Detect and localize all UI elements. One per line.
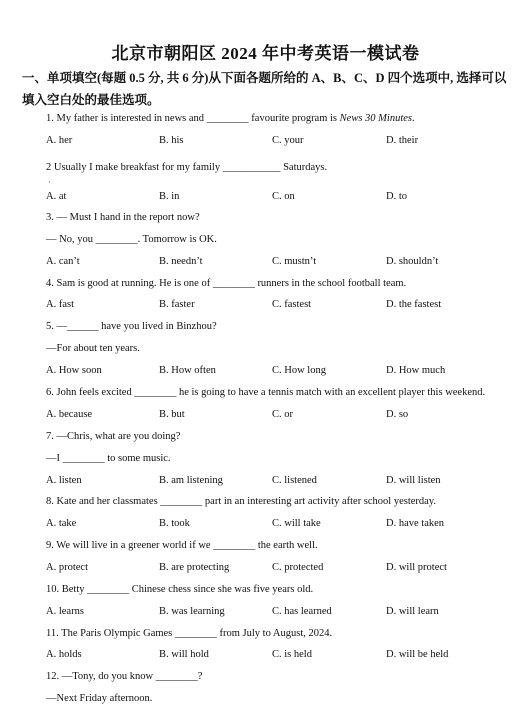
option-a: A. fast [46, 299, 74, 310]
option-c: C. mustn’t [272, 256, 317, 267]
option-d: D. will protect [386, 562, 447, 573]
section-heading: 一、单项填空(每题 0.5 分, 共 6 分)从下面各题所给的 A、B、C、D 四个选项中, 选择可以填入空白处的最佳选项。 [22, 71, 507, 107]
option-d: D. will learn [386, 606, 439, 617]
option-c: C. or [272, 409, 293, 420]
option-c: C. How long [272, 365, 326, 376]
question-stem: 3. — Must I hand in the report now? [46, 212, 200, 223]
option-c: C. protected [272, 562, 324, 573]
question-stem: 6. John feels excited ________ he is going to have a tennis match with an excellent player this weekend. [46, 387, 486, 398]
option-a: A. protect [46, 562, 88, 573]
option-b: B. needn’t [159, 256, 203, 267]
option-d: D. the fastest [386, 299, 442, 310]
option-d: D. to [386, 191, 407, 202]
page-title: 北京市朝阳区 2024 年中考英语一模试卷 [111, 44, 420, 63]
option-a: A. listen [46, 475, 82, 486]
option-c: C. on [272, 191, 295, 202]
option-b: B. faster [159, 299, 195, 310]
option-c: C. has learned [272, 606, 332, 617]
option-b: B. took [159, 518, 190, 529]
question-stem: 11. The Paris Olympic Games ________ from July to August, 2024. [46, 628, 333, 639]
option-c: C. is held [272, 649, 312, 660]
option-b: B. but [159, 409, 185, 420]
option-a: A. at [46, 191, 67, 202]
option-d: D. their [386, 135, 419, 146]
question-stem: 1. My father is interested in news and ________ favourite program is News 30 Minutes. [46, 113, 415, 124]
option-c: C. will take [272, 518, 321, 529]
stray-dot: · [48, 178, 51, 187]
option-b: B. will hold [159, 649, 209, 660]
option-c: C. fastest [272, 299, 312, 310]
option-d: D. will be held [386, 649, 449, 660]
question-stem: 5. —______ have you lived in Binzhou? [46, 321, 217, 332]
question-reply: —For about ten years. [46, 343, 140, 354]
program-title: News 30 Minutes [339, 113, 412, 124]
option-a: A. How soon [46, 365, 102, 376]
question-stem: 8. Kate and her classmates ________ part in an interesting art activity after school yesterday. [46, 496, 437, 507]
option-d: D. so [386, 409, 409, 420]
option-a: A. her [46, 135, 73, 146]
question-reply: —Next Friday afternoon. [46, 693, 153, 704]
option-d: D. shouldn’t [386, 256, 439, 267]
option-a: A. because [46, 409, 93, 420]
option-b: B. in [159, 191, 180, 202]
option-b: B. am listening [159, 475, 223, 486]
option-c: C. your [272, 135, 304, 146]
question-stem: 12. —Tony, do you know ________? [46, 671, 203, 682]
question-stem: 2 Usually I make breakfast for my family ___________ Saturdays. [46, 162, 328, 173]
question-reply: — No, you ________. Tomorrow is OK. [46, 234, 217, 245]
option-b: B. are protecting [159, 562, 230, 573]
question-stem: 9. We will live in a greener world if we ________ the earth well. [46, 540, 318, 551]
option-d: D. will listen [386, 475, 441, 486]
option-b: B. How often [159, 365, 216, 376]
question-stem: 10. Betty ________ Chinese chess since she was five years old. [46, 584, 314, 595]
question-stem: 4. Sam is good at running. He is one of ________ runners in the school football team. [46, 278, 407, 289]
option-b: B. was learning [159, 606, 225, 617]
option-a: A. holds [46, 649, 82, 660]
option-a: A. learns [46, 606, 84, 617]
option-a: A. take [46, 518, 77, 529]
option-b: B. his [159, 135, 184, 146]
option-d: D. have taken [386, 518, 445, 529]
question-stem: 7. —Chris, what are you doing? [46, 431, 181, 442]
option-c: C. listened [272, 475, 317, 486]
option-a: A. can’t [46, 256, 80, 267]
option-d: D. How much [386, 365, 446, 376]
question-reply: —I ________ to some music. [46, 453, 171, 464]
